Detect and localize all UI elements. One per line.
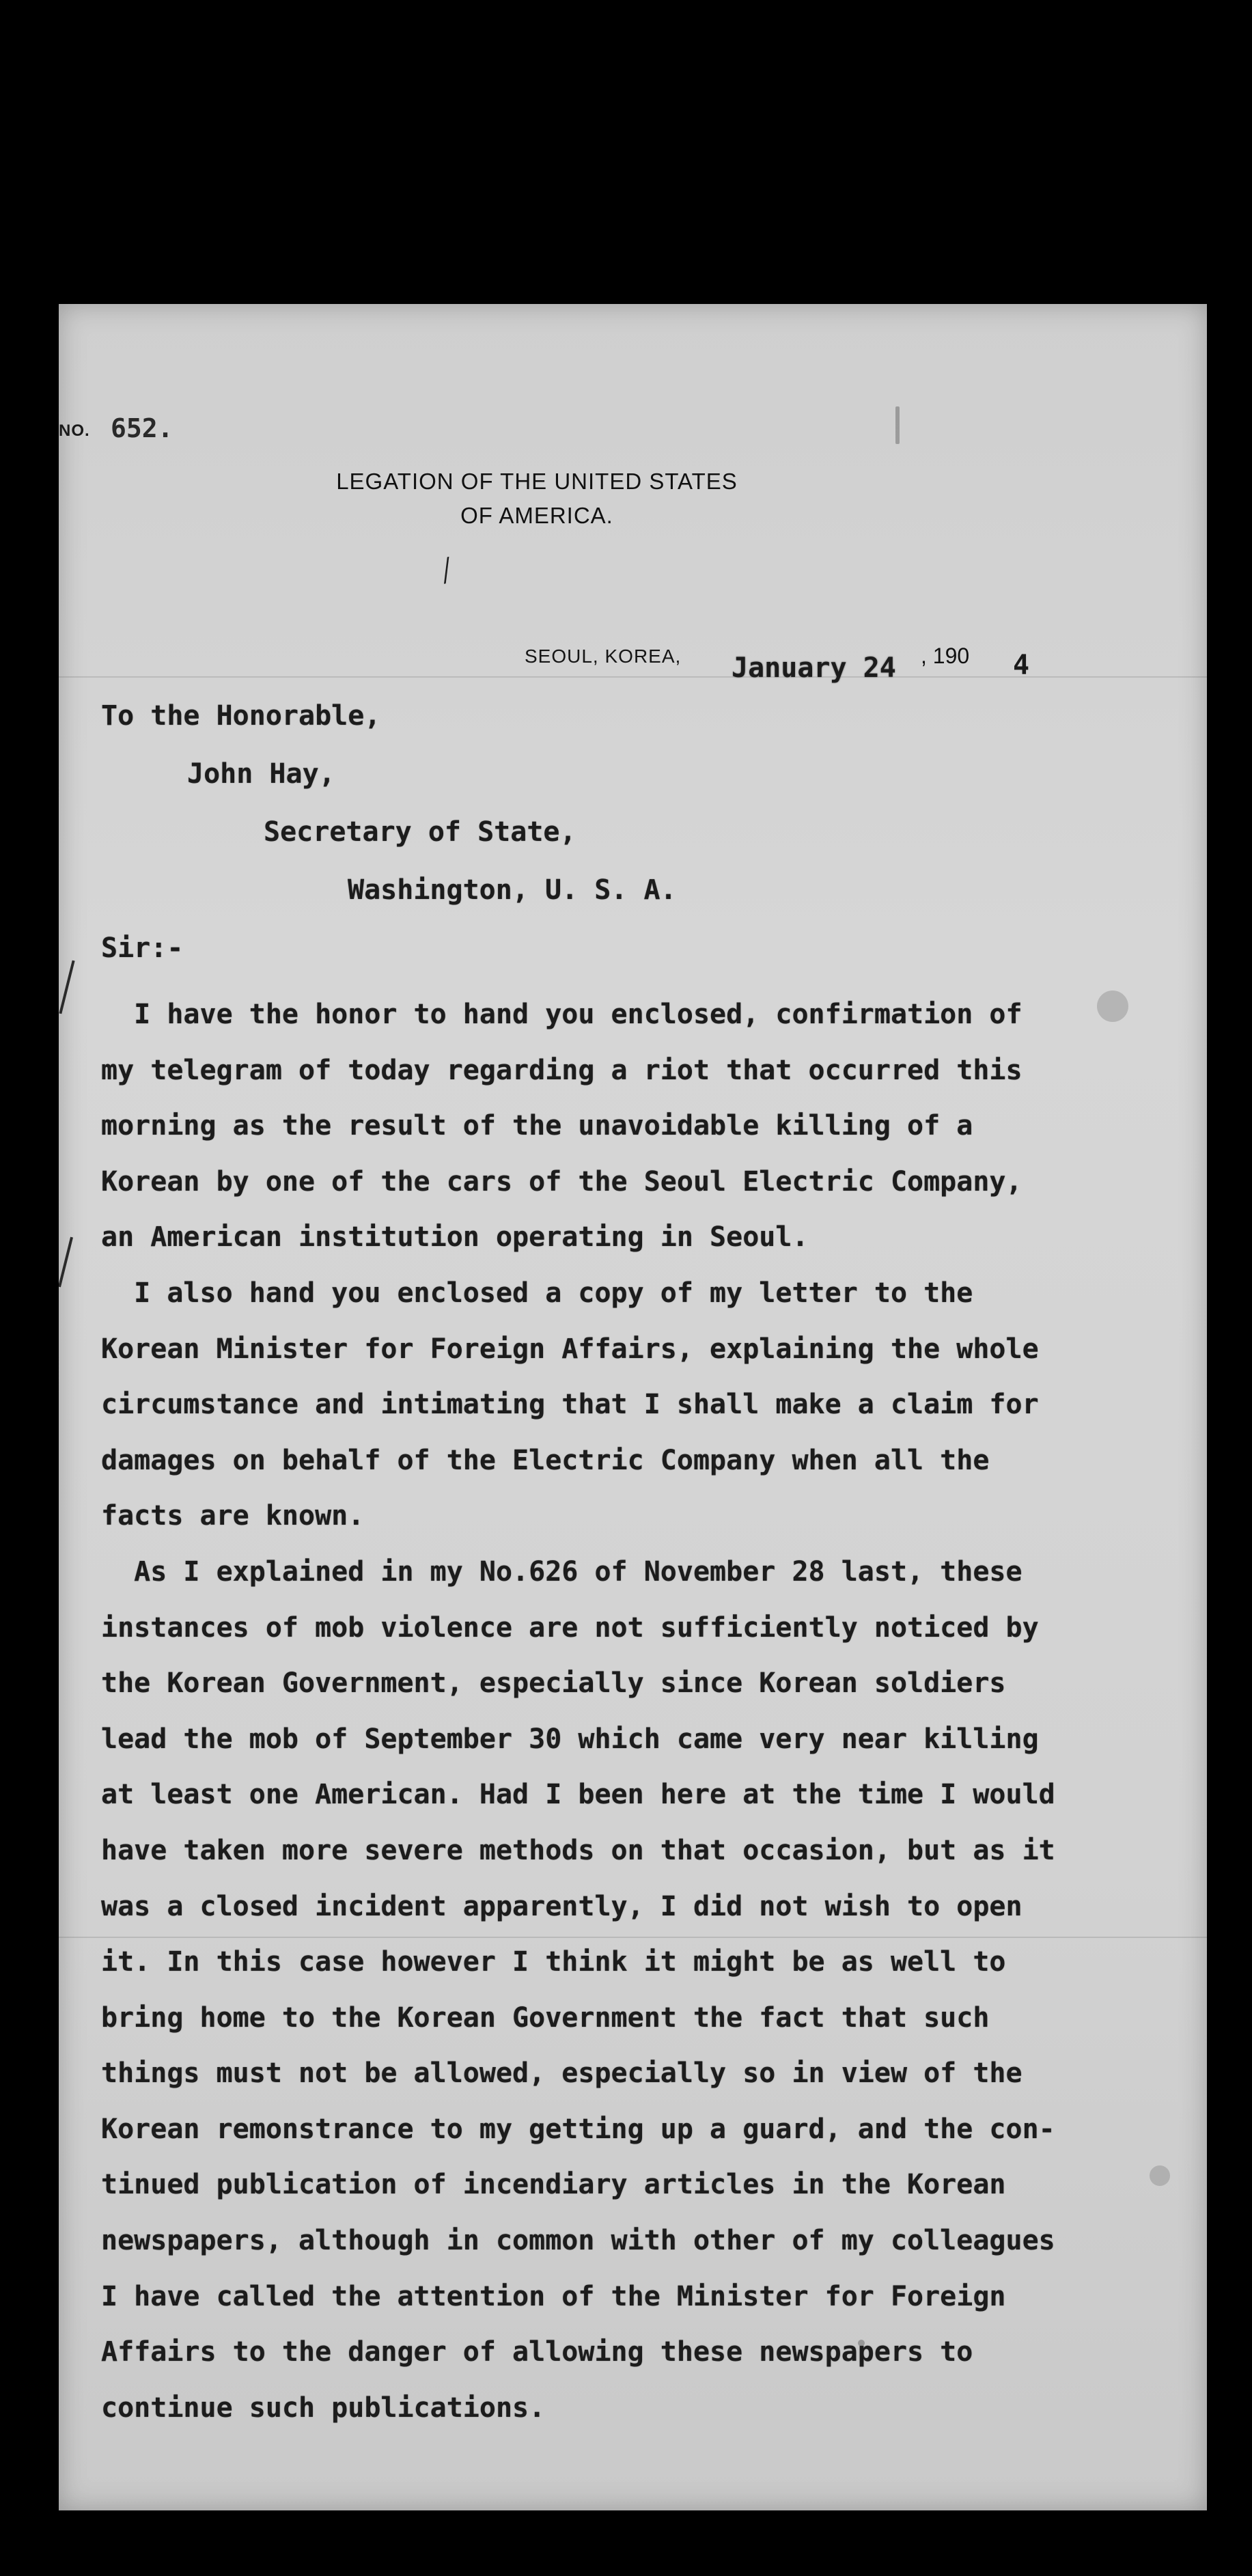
body-line: was a closed incident apparently, I did not wish to open xyxy=(101,1890,1023,1922)
year-digit: 4 xyxy=(1013,650,1030,681)
letter-body xyxy=(101,987,1194,2436)
body-line: continue such publications. xyxy=(101,2392,546,2424)
salutation: Sir:- xyxy=(101,932,184,964)
body-line: it. In this case however I think it might be as well to xyxy=(101,1946,1006,1978)
address-line-4: Washington, U. S. A. xyxy=(348,874,677,906)
letter-page xyxy=(59,304,1207,2510)
year-printed: , 190 xyxy=(921,643,970,668)
body-line: things must not be allowed, especially so in view of the xyxy=(101,2058,1023,2090)
body-line: As I explained in my No.626 of November 28 last, these xyxy=(101,1555,1023,1588)
body-line: I have called the attention of the Minister for Foreign xyxy=(101,2280,1006,2312)
body-line: tinued publication of incendiary articles in the Korean xyxy=(101,2169,1006,2201)
address-line-1: To the Honorable, xyxy=(101,700,381,732)
body-line: I have the honor to hand you enclosed, confirmation of xyxy=(101,999,1023,1030)
body-line: lead the mob of September 30 which came very near killing xyxy=(101,1723,1039,1755)
number-label: NO. xyxy=(59,421,90,440)
body-line: the Korean Government, especially since Korean soldiers xyxy=(101,1667,1006,1700)
date-typed: January 24 xyxy=(732,652,896,684)
body-line: Korean remonstrance to my getting up a guard, and the con- xyxy=(101,2113,1055,2145)
address-line-2: John Hay, xyxy=(187,758,335,790)
body-line: Affairs to the danger of allowing these newspapers to xyxy=(101,2336,973,2368)
body-line: have taken more severe methods on that occasion, but as it xyxy=(101,1834,1055,1866)
address-line-3: Secretary of State, xyxy=(264,816,576,848)
ruled-line xyxy=(59,676,1207,678)
film-speck xyxy=(895,406,900,444)
margin-mark xyxy=(59,960,74,1014)
body-line: morning as the result of the unavoidable killing of a xyxy=(101,1110,973,1142)
body-line: at least one American. Had I been here at the time I would xyxy=(101,1779,1055,1811)
letterhead-line-1: LEGATION OF THE UNITED STATES xyxy=(336,469,738,494)
body-line: bring home to the Korean Government the fact that such xyxy=(101,2002,990,2034)
body-line: I also hand you enclosed a copy of my letter to the xyxy=(101,1277,973,1309)
place-line: SEOUL, KOREA, xyxy=(525,646,682,667)
body-line: circumstance and intimating that I shall make a claim for xyxy=(101,1389,1039,1421)
margin-mark xyxy=(59,1237,73,1288)
letterhead xyxy=(195,465,878,533)
body-line: instances of mob violence are not sufficiently noticed by xyxy=(101,1611,1039,1644)
letterhead-line-2: OF AMERICA. xyxy=(460,503,613,528)
body-line: Korean Minister for Foreign Affairs, explaining the whole xyxy=(101,1333,1039,1365)
despatch-number: 652. xyxy=(111,413,173,443)
body-line: my telegram of today regarding a riot that occurred this xyxy=(101,1054,1023,1086)
body-line: newspapers, although in common with other of my colleagues xyxy=(101,2225,1055,2257)
body-line: facts are known. xyxy=(101,1500,365,1532)
body-line: an American institution operating in Seoul. xyxy=(101,1221,809,1254)
handwritten-mark: / xyxy=(436,549,456,592)
body-line: Korean by one of the cars of the Seoul Electric Company, xyxy=(101,1165,1023,1197)
body-line: damages on behalf of the Electric Company when all the xyxy=(101,1444,990,1476)
